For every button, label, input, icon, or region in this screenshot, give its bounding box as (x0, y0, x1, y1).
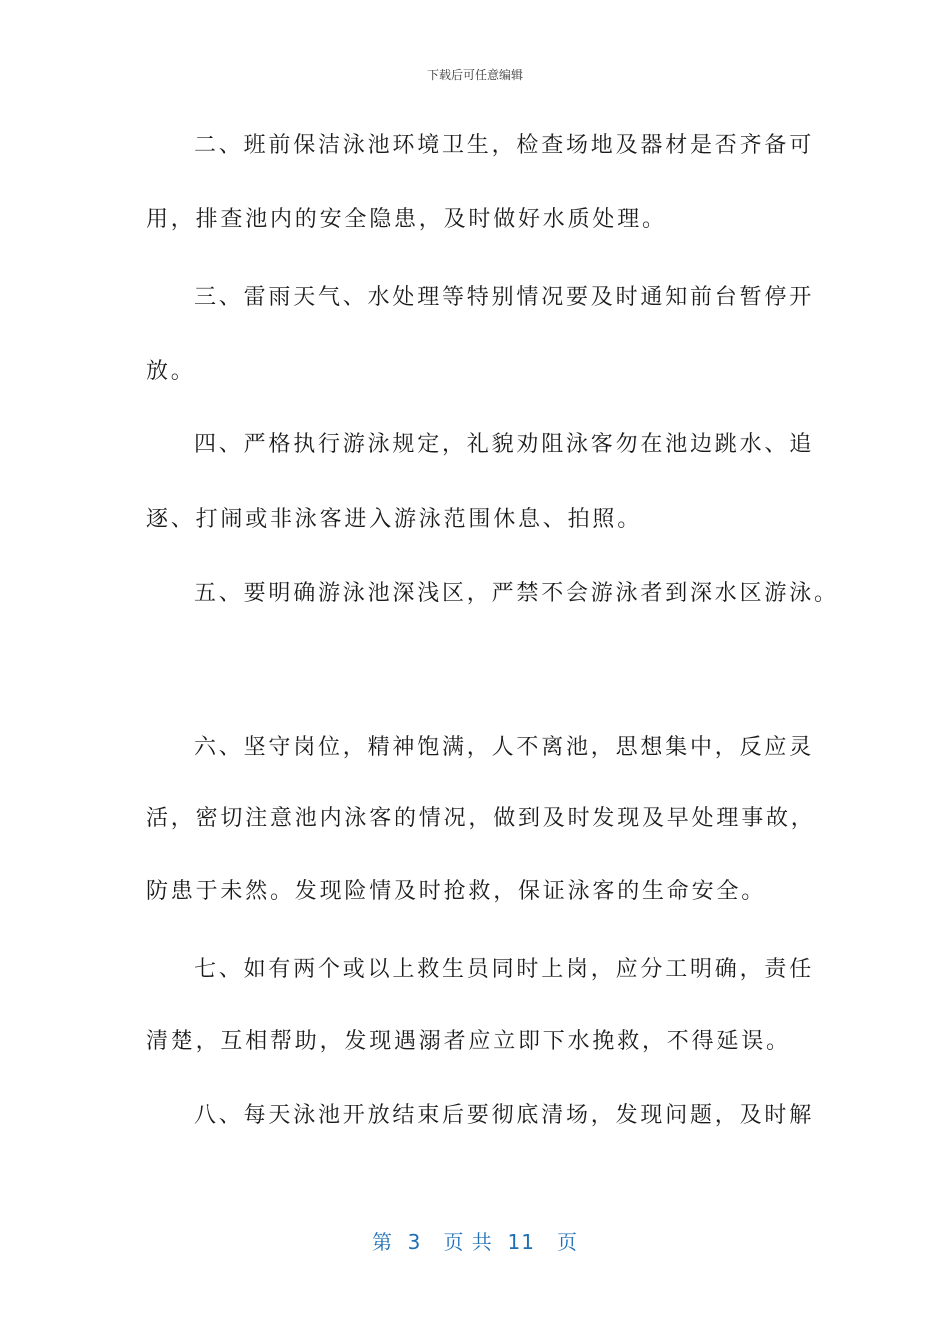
paragraph-line: 四、严格执行游泳规定，礼貌劝阻泳客勿在池边跳水、追 (194, 432, 815, 457)
paragraph-line: 逐、打闹或非泳客进入游泳范围休息、拍照。 (146, 507, 643, 532)
paragraph-line: 清楚，互相帮助，发现遇溺者应立即下水挽救，不得延误。 (146, 1029, 791, 1054)
paragraph-line: 八、每天泳池开放结束后要彻底清场，发现问题，及时解 (194, 1103, 815, 1128)
paragraph-line: 三、雷雨天气、水处理等特别情况要及时通知前台暂停开 (194, 285, 815, 310)
paragraph-line: 二、班前保洁泳池环境卫生，检查场地及器材是否齐备可 (194, 133, 815, 158)
paragraph-line: 七、如有两个或以上救生员同时上岗，应分工明确，责任 (194, 957, 815, 982)
page-number-footer: 第 3 页 共 11 页 (371, 1230, 579, 1254)
paragraph-line: 活，密切注意池内泳客的情况，做到及时发现及早处理事故， (146, 806, 816, 831)
paragraph-line: 防患于未然。发现险情及时抢救，保证泳客的生命安全。 (146, 879, 767, 904)
paragraph-line: 五、要明确游泳池深浅区，严禁不会游泳者到深水区游泳。 (194, 581, 839, 606)
page-header: 下载后可任意编辑 (426, 68, 523, 82)
paragraph-line: 用，排查池内的安全隐患，及时做好水质处理。 (146, 207, 667, 232)
paragraph-line: 放。 (146, 359, 196, 384)
paragraph-line: 六、坚守岗位，精神饱满，人不离池，思想集中，反应灵 (194, 735, 815, 760)
